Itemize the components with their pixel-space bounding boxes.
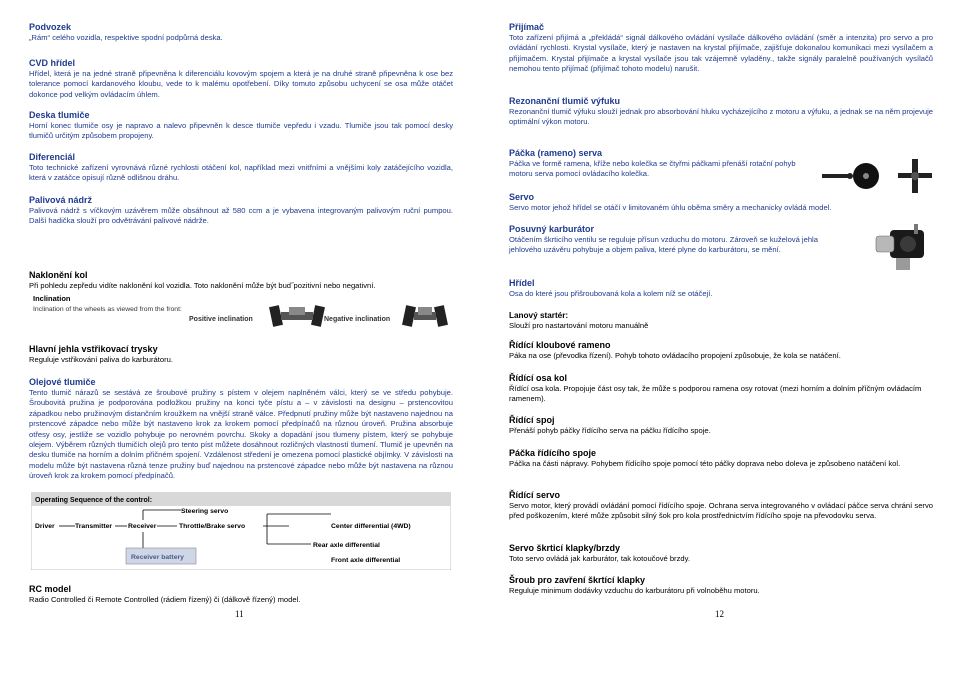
label-driver: Driver <box>35 523 55 530</box>
paragraph: Při pohledu zepředu vidíte naklonění kol vozidla. Toto naklonění může být bud˝pozitivní nebo negativní. <box>29 281 376 290</box>
heading: Řídící kloubové rameno <box>509 340 611 350</box>
section-posuvny <box>509 224 834 256</box>
fig-title: Inclination <box>33 294 71 303</box>
paragraph: Servo motor jehož hřídel se otáčí v limitovaném úhlu oběma směry a mechanicky ovládá model. <box>509 203 832 212</box>
servo-wheel-icon <box>853 163 879 189</box>
section-palivova <box>29 195 453 227</box>
paragraph: Páčka ve formě ramena, kříže nebo kolečka se čtyřmi páčkami přenáší rotační pohyb motoru serva pomocí ovládacího kolečka. <box>509 159 796 179</box>
heading: Naklonění kol <box>29 270 88 280</box>
label-transmitter: Transmitter <box>75 523 113 530</box>
label-steering-servo: Steering servo <box>181 508 229 515</box>
heading: Šroub pro zavření škrtící klapky <box>509 575 646 585</box>
heading: Hlavní jehla vstřikovací trysky <box>29 344 158 354</box>
section-packa <box>509 148 819 180</box>
heading: Řídící spoj <box>509 415 555 425</box>
operating-sequence-diagram <box>31 492 451 570</box>
diagram-title: Operating Sequence of the control: <box>35 497 153 504</box>
paragraph: Toto zařízení přijímá a „překládá“ signál dálkového ovládání vysílače dálkového ovládání (směr a intenzita) pro servo a pro ovládání rychlosti. Krystal vysílače, který je nastaven na krystal přijímače, zajišťuje dokonalou komunikaci mezi vysílačem a přijímačem. Krystal přijímače a krystal vysílače jsou tak vzájemně vyladěny., takže signály paralelně používaných vysílačů nemohou tento přijímač (přijímač tohoto modelu) narušit. <box>509 33 933 74</box>
paragraph: Reguluje vstřikování paliva do karburátoru. <box>29 355 173 364</box>
paragraph: Horní konec tlumiče osy je napravo a nalevo připevněn k desce tlumiče vepředu i vzadu. Tlumiče jsou tak pomocí desky tlumičů určitým způsobem propojeny. <box>29 121 453 141</box>
heading: Lanový startér: <box>509 311 569 320</box>
section-prijimac <box>509 22 933 75</box>
fig-subtitle: Inclination of the wheels as viewed from the front: <box>33 306 182 313</box>
positive-inclination-icon <box>269 305 325 327</box>
label-rear-diff: Rear axle differential <box>313 542 380 549</box>
paragraph: Rezonanční tlumič výfuku slouží jednak pro absorbování hluku vycházejícího z motoru a výfuku, a jednak se na něm projevuje optimální výkon motoru. <box>509 107 933 127</box>
heading: Podvozek <box>29 22 72 32</box>
negative-label: Negative inclination <box>324 316 391 323</box>
heading: Páčka (rameno) serva <box>509 148 603 158</box>
paragraph: Přenáší pohyb páčky řídícího serva na páčku řídícího spoje. <box>509 426 711 435</box>
section-diferencial <box>29 152 453 184</box>
paragraph: Páčka na části nápravy. Pohybem řídícího spoje pomocí této páčky doprava nebo doleva je způsobeno natáčení kol. <box>509 459 901 468</box>
paragraph: Páka na ose (převodka řízení). Pohyb tohoto ovládacího propojení způsobuje, že kola se natáčení. <box>509 351 841 360</box>
paragraph: Radio Controlled či Remote Controlled (rádiem řízený) či (dálkově řízený) model. <box>29 595 301 604</box>
label-receiver-battery: Receiver battery <box>131 554 184 561</box>
heading: Deska tlumiče <box>29 110 90 120</box>
section-packa-ridiciho <box>509 448 933 469</box>
heading: Posuvný karburátor <box>509 224 595 234</box>
servo-horn-figure <box>820 156 936 196</box>
heading: CVD hřídel <box>29 58 76 68</box>
heading: Hřídel <box>509 278 535 288</box>
paragraph: Slouží pro nastartování motoru manuálně <box>509 321 649 330</box>
page-number: 12 <box>715 609 724 619</box>
label-throttle-servo: Throttle/Brake servo <box>179 523 246 530</box>
servo-cross-icon <box>898 159 932 193</box>
inclination-figure <box>31 292 451 332</box>
section-hlavni <box>29 344 453 365</box>
label-center-diff: Center differential (4WD) <box>331 523 411 530</box>
paragraph: Toto technické zařízení vyrovnává různé rychlosti otáčení kol, například mezi vnitřními a vnějšími koly zatáčejícího vozidla, která v zatáčce opisují různě odlišnou dráhu. <box>29 163 453 183</box>
heading: Řídící osa kol <box>509 373 568 383</box>
label-front-diff: Front axle differential <box>331 557 401 564</box>
negative-inclination-icon <box>402 305 448 327</box>
section-olejove <box>29 377 453 482</box>
heading: Diferenciál <box>29 152 76 162</box>
section-lanovy <box>509 310 933 331</box>
paragraph: „Rám“ celého vozidla, respektive spodní podpůrná deska. <box>29 33 223 42</box>
section-deska <box>29 110 453 142</box>
paragraph: Osa do které jsou přišroubovaná kola a kolem níž se otáčejí. <box>509 289 713 298</box>
right-page <box>480 0 960 674</box>
heading: Přijímač <box>509 22 545 32</box>
section-ridici-kloubove <box>509 340 933 361</box>
heading: RC model <box>29 584 72 594</box>
heading: Olejové tlumiče <box>29 377 96 387</box>
section-cvd <box>29 58 453 100</box>
paragraph: Hřídel, která je na jedné straně připevněna k diferenciálu kovovým spojem a která je na druhé straně připevněna k ose bez tolerance pomocí kardanového kloubu, vede to k malému opotřebení. Díky tomuto způsobu uchycení se osa může otáčet dokonce pod velkým ovládacím úhlem. <box>29 69 453 99</box>
heading: Palivová nádrž <box>29 195 93 205</box>
paragraph: Tento tlumič nárazů se sestává ze šroubové pružiny s pístem v olejem naplněném válci, který se ve středu pohybuje. Šroubovitá pružina je podporována podložkou pružiny na konci tyče pístu a – v závislosti na designu – prstencovitou západkou nebo pružinovým distančním kroužkem na vnější straně válce. Předpnutí pružiny může být nastaveno najednou na prstencové západce nebo může být nastaveno krok za krokem pomocí předpínačů na různou úroveň. Pružina absorbuje otřesy osy, jestliže se vozidlo pohybuje po nerovném povrchu. Skoky a dopadání jsou tlumeny pístem, který se pohybuje olejem. Výběrem různých tlumičích olejů pro tento píst můžete dosáhnout rozličných vlastností tlumení. Tlumič je upevněn na desku tlumiče na horním a dolním přičném spojení. Vzdálenost středení je omezena pomocí plastické objímky. V závislosti na modelu může být nastavena různá tenze pružiny buď najednou na prstencové západce nebo může být nastavena na různou úroveň krok za krokem pomocí předpínačů. <box>29 388 453 481</box>
section-ridici-servo <box>509 490 933 522</box>
heading: Servo <box>509 192 535 202</box>
servo-arm-icon <box>822 173 853 179</box>
section-podvozek <box>29 22 453 43</box>
section-ridici-osa <box>509 373 933 405</box>
section-rc <box>29 584 453 605</box>
heading: Servo škrticí klapky/brzdy <box>509 543 621 553</box>
paragraph: Toto servo ovládá jak karburátor, tak kotoučové brzdy. <box>509 554 690 563</box>
paragraph: Řídící osa kola. Propojuje část osy tak, že může s podporou ramena osy rotovat (mezi horním a dolním příčným ovládacím ramenem). <box>509 384 922 404</box>
heading: Páčka řídícího spoje <box>509 448 597 458</box>
positive-label: Positive inclination <box>189 316 253 323</box>
paragraph: Servo motor, který provádí ovládání pomocí řídícího spoje. Ochrana serva integrovaného v ovládací páčce serva chrání servo před poškozením, které může způsobit silný šok pro kola prostřednictvím řídícího spoje na převodovku serva. <box>509 501 933 521</box>
section-skrtici <box>509 543 933 564</box>
paragraph: Reguluje minimum dodávky vzduchu do karburátoru při volnoběhu motoru. <box>509 586 760 595</box>
heading: Rezonanční tlumič výfuku <box>509 96 621 106</box>
section-servo <box>509 192 933 213</box>
section-hridel <box>509 278 933 299</box>
paragraph: Otáčením škrticího ventilu se reguluje přísun vzduchu do motoru. Zároveň se kuželová jehla jehlového uzávěru pohybuje a objem paliva, které plyne do karburátoru, se mění. <box>509 235 818 255</box>
label-receiver: Receiver <box>128 523 157 530</box>
heading: Řídící servo <box>509 490 561 500</box>
section-ridici-spoj <box>509 415 933 436</box>
section-nakloneni <box>29 270 453 291</box>
section-sroub <box>509 575 933 596</box>
paragraph: Palivová nádrž s víčkovým uzávěrem může obsáhnout až 580 ccm a je vybavena integrovaným palivovým ruční pumpou. Další hadička slouží pro odvětrávání palivové nádrže. <box>29 206 453 226</box>
section-rezonancni <box>509 96 933 128</box>
carburetor-image <box>872 220 932 274</box>
page-number: 11 <box>235 609 244 619</box>
